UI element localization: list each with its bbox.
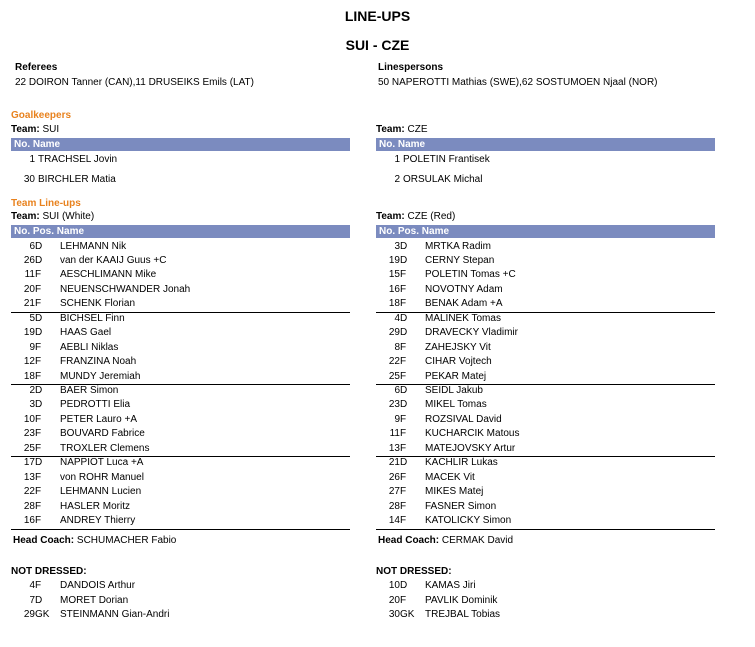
page-title: LINE-UPS <box>344 8 411 24</box>
linespersons-value: 50 NAPEROTTI Mathias (SWE),62 SOSTUMOEN Njaal (NOR) <box>378 77 658 88</box>
player-name: FASNER Simon <box>425 500 497 512</box>
not-dressed-row <box>376 579 715 594</box>
player-row <box>376 471 715 486</box>
team-name: CZE (Red) <box>407 211 456 222</box>
player-name: MIKEL Tomas <box>425 399 487 411</box>
player-name: DANDOIS Arthur <box>60 580 136 591</box>
player-number: 20 <box>388 594 400 606</box>
player-number: 23 <box>388 399 400 411</box>
player-number: 11 <box>24 269 35 281</box>
team-name: SUI (White) <box>42 211 95 222</box>
player-name: KATOLICKY Simon <box>425 515 512 527</box>
player-number: 15 <box>388 269 400 281</box>
line-separator <box>376 529 715 530</box>
player-row <box>11 283 350 298</box>
coach-label: Head Coach: <box>378 535 440 546</box>
player-position: F <box>400 356 407 368</box>
player-position: F <box>400 413 407 425</box>
player-name: PEKAR Matej <box>425 370 487 382</box>
player-position: F <box>35 370 42 382</box>
player-row <box>11 355 350 370</box>
player-number: 13 <box>388 442 400 454</box>
header-label: No. Pos. Name <box>379 226 450 237</box>
player-number: 19 <box>388 254 400 266</box>
team-name: CZE <box>407 124 428 135</box>
player-position: D <box>35 457 43 469</box>
player-number: 30 <box>23 173 35 185</box>
not-dressed-label-right: NOT DRESSED: <box>376 566 452 577</box>
player-name: KACHLIR Lukas <box>425 457 498 469</box>
player-name: MRTKA Radim <box>425 240 491 252</box>
player-position: F <box>35 486 42 498</box>
player-row <box>376 326 715 341</box>
player-position: F <box>35 356 42 368</box>
player-row <box>11 268 350 283</box>
player-number: 12 <box>23 356 35 368</box>
player-position: F <box>35 298 42 310</box>
player-position: F <box>35 413 42 425</box>
player-name: NEUENSCHWANDER Jonah <box>60 283 191 295</box>
player-name: MACEK Vit <box>425 471 475 483</box>
player-name: POLETIN Tomas +C <box>425 269 516 281</box>
player-number: 1 <box>394 154 400 165</box>
player-row <box>376 398 715 413</box>
player-position: D <box>400 254 408 266</box>
player-position: D <box>400 580 408 591</box>
player-name: LEHMANN Nik <box>60 240 127 252</box>
player-row <box>11 500 350 515</box>
player-name: KAMAS Jiri <box>425 580 476 591</box>
player-position: D <box>35 254 43 266</box>
coach-label: Head Coach: <box>13 535 75 546</box>
coach-name: SCHUMACHER Fabio <box>76 535 177 546</box>
goalkeepers-section-label: Goalkeepers <box>11 110 72 121</box>
player-position: GK <box>35 609 50 620</box>
player-position: D <box>35 594 43 606</box>
player-name: CIHAR Vojtech <box>425 356 492 368</box>
player-name: PEDROTTI Elia <box>60 399 131 411</box>
player-number: 9 <box>394 413 400 425</box>
coach-name: CERMAK David <box>441 535 514 546</box>
player-number: 7 <box>29 594 35 606</box>
player-position: D <box>400 399 408 411</box>
player-number: 10 <box>388 580 400 591</box>
lineups-section-label: Team Line-ups <box>11 198 81 209</box>
head-coach-left <box>13 535 176 546</box>
player-name: BOUVARD Fabrice <box>60 428 145 440</box>
header-label: No. Name <box>14 139 61 150</box>
player-name: MATEJOVSKY Artur <box>425 442 516 454</box>
player-number: 14 <box>388 515 400 527</box>
player-number: 26 <box>23 254 35 266</box>
player-number: 13 <box>23 471 35 483</box>
player-name: van der KAAIJ Guus +C <box>60 254 167 266</box>
player-position: D <box>35 385 43 396</box>
player-row <box>376 370 715 385</box>
player-number: 8 <box>394 341 400 353</box>
player-name: MIKES Matej <box>425 486 484 498</box>
player-name: CERNY Stepan <box>425 254 495 266</box>
player-number: 23 <box>23 428 35 440</box>
player-row <box>376 268 715 283</box>
player-row <box>376 413 715 428</box>
lineup-right-team <box>376 211 455 222</box>
player-name: HASLER Moritz <box>60 500 131 512</box>
player-number: 9 <box>29 341 35 353</box>
player-number: 6 <box>29 240 35 252</box>
player-row <box>376 254 715 269</box>
player-name: ZAHEJSKY Vit <box>425 341 491 353</box>
player-number: 18 <box>388 298 400 310</box>
player-row <box>11 254 350 269</box>
player-name: SEIDL Jakub <box>425 385 483 396</box>
not-dressed-row <box>376 594 715 609</box>
player-row <box>376 427 715 442</box>
player-position: F <box>400 298 407 310</box>
player-row <box>11 370 350 385</box>
player-name: MORET Dorian <box>60 594 129 606</box>
player-name: STEINMANN Gian-Andri <box>60 609 170 620</box>
player-row <box>11 485 350 500</box>
player-position: F <box>35 269 42 281</box>
player-position: F <box>400 370 407 382</box>
gk-right-header <box>376 138 715 151</box>
player-row <box>11 341 350 356</box>
player-name: BICHSEL Finn <box>60 312 125 324</box>
player-number: 3 <box>29 399 35 411</box>
gk-left-header <box>11 138 350 151</box>
team-label: Team: <box>11 211 40 222</box>
player-name: PETER Lauro +A <box>60 413 137 425</box>
match-title: SUI - CZE <box>345 37 410 53</box>
player-number: 5 <box>29 312 35 324</box>
player-position: D <box>35 240 43 252</box>
player-number: 18 <box>23 370 35 382</box>
player-number: 16 <box>23 515 35 527</box>
player-number: 11 <box>389 428 400 440</box>
player-number: 25 <box>388 370 400 382</box>
lineup-left-header <box>11 225 350 238</box>
player-row <box>376 485 715 500</box>
player-name: ORSULAK Michal <box>403 173 483 185</box>
linespersons-label: Linespersons <box>378 62 444 73</box>
player-number: 6 <box>394 385 400 396</box>
player-position: F <box>35 515 42 527</box>
player-name: PAVLIK Dominik <box>425 594 498 606</box>
gk-left-team <box>11 124 59 135</box>
player-position: D <box>400 385 408 396</box>
player-number: 21 <box>23 298 35 310</box>
player-row <box>11 326 350 341</box>
player-name: LEHMANN Lucien <box>60 486 142 498</box>
player-row <box>376 341 715 356</box>
player-name: AEBLI Niklas <box>60 341 119 353</box>
player-name: HAAS Gael <box>60 327 112 339</box>
player-row <box>11 471 350 486</box>
team-label: Team: <box>376 211 405 222</box>
player-row <box>11 456 350 471</box>
player-row <box>11 427 350 442</box>
player-row <box>11 442 350 457</box>
player-position: D <box>35 327 43 339</box>
player-number: 19 <box>23 327 35 339</box>
player-row <box>11 514 350 529</box>
header-label: No. Name <box>379 139 426 150</box>
player-name: BAER Simon <box>60 385 119 396</box>
player-name: TRACHSEL Jovin <box>38 154 118 165</box>
player-position: F <box>35 580 42 591</box>
lineup-right-header <box>376 225 715 238</box>
player-row <box>376 500 715 515</box>
player-position: F <box>35 341 42 353</box>
player-number: 28 <box>388 500 400 512</box>
player-position: F <box>400 428 407 440</box>
player-name: von ROHR Manuel <box>60 471 144 483</box>
player-row <box>11 312 350 327</box>
player-row <box>376 355 715 370</box>
player-row <box>11 398 350 413</box>
player-number: 4 <box>29 580 35 591</box>
player-row <box>376 312 715 327</box>
player-name: BIRCHLER Matia <box>38 173 116 185</box>
referees-value: 22 DOIRON Tanner (CAN),11 DRUSEIKS Emils (LAT) <box>15 77 254 88</box>
goalkeeper-row <box>376 172 715 188</box>
player-position: GK <box>400 609 415 620</box>
not-dressed-label-left: NOT DRESSED: <box>11 566 87 577</box>
player-number: 28 <box>23 500 35 512</box>
player-position: F <box>400 471 407 483</box>
goalkeeper-row <box>11 172 350 188</box>
player-number: 22 <box>23 486 35 498</box>
head-coach-right <box>378 535 513 546</box>
player-name: FRANZINA Noah <box>60 356 137 368</box>
player-position: F <box>400 500 407 512</box>
player-name: ANDREY Thierry <box>60 515 136 527</box>
player-name: MALINEK Tomas <box>425 312 501 324</box>
player-row <box>376 514 715 529</box>
player-position: F <box>400 341 407 353</box>
player-position: F <box>35 471 42 483</box>
team-label: Team: <box>376 124 405 135</box>
not-dressed-row <box>376 608 715 623</box>
player-row <box>11 384 350 399</box>
player-number: 22 <box>388 356 400 368</box>
player-position: F <box>400 594 407 606</box>
player-name: NAPPIOT Luca +A <box>60 457 144 469</box>
not-dressed-row <box>11 608 350 623</box>
lineup-left-team <box>11 211 94 222</box>
player-row <box>11 240 350 255</box>
not-dressed-row <box>11 594 350 609</box>
player-name: BENAK Adam +A <box>425 298 503 310</box>
player-number: 17 <box>23 457 35 469</box>
player-position: D <box>35 312 43 324</box>
team-label: Team: <box>11 124 40 135</box>
player-number: 21 <box>388 457 400 469</box>
player-number: 26 <box>388 471 400 483</box>
player-number: 3 <box>394 240 400 252</box>
goalkeeper-row <box>11 152 350 168</box>
gk-right-team <box>376 124 428 135</box>
player-position: D <box>35 399 43 411</box>
player-row <box>376 297 715 312</box>
player-row <box>376 240 715 255</box>
player-row <box>376 283 715 298</box>
player-number: 10 <box>23 413 35 425</box>
player-row <box>11 413 350 428</box>
player-name: ROZSIVAL David <box>425 413 502 425</box>
player-name: KUCHARCIK Matous <box>425 428 520 440</box>
not-dressed-row <box>11 579 350 594</box>
referees-label: Referees <box>15 62 58 73</box>
player-position: F <box>35 500 42 512</box>
player-row <box>376 442 715 457</box>
player-position: F <box>400 269 407 281</box>
player-row <box>376 456 715 471</box>
player-position: F <box>35 442 42 454</box>
player-number: 20 <box>23 283 35 295</box>
player-number: 25 <box>23 442 35 454</box>
player-position: D <box>400 327 408 339</box>
player-number: 4 <box>394 312 400 324</box>
player-position: D <box>400 312 408 324</box>
player-position: D <box>400 457 408 469</box>
player-name: TROXLER Clemens <box>60 442 150 454</box>
player-name: SCHENK Florian <box>60 298 136 310</box>
player-number: 16 <box>388 283 400 295</box>
player-number: 29 <box>23 609 35 620</box>
player-position: F <box>400 442 407 454</box>
player-name: NOVOTNY Adam <box>425 283 503 295</box>
player-name: DRAVECKY Vladimir <box>425 327 518 339</box>
player-number: 29 <box>388 327 400 339</box>
player-position: F <box>35 283 42 295</box>
player-position: F <box>400 486 407 498</box>
player-position: D <box>400 240 408 252</box>
player-name: POLETIN Frantisek <box>403 154 490 165</box>
player-row <box>376 384 715 399</box>
goalkeeper-row <box>376 152 715 168</box>
player-number: 2 <box>29 385 35 396</box>
player-number: 1 <box>29 154 35 165</box>
player-name: TREJBAL Tobias <box>425 609 501 620</box>
player-position: F <box>35 428 42 440</box>
player-position: F <box>400 515 407 527</box>
player-number: 30 <box>388 609 400 620</box>
line-separator <box>11 529 350 530</box>
player-position: F <box>400 283 407 295</box>
player-row <box>11 297 350 312</box>
header-label: No. Pos. Name <box>14 226 85 237</box>
player-name: AESCHLIMANN Mike <box>60 269 157 281</box>
player-name: MUNDY Jeremiah <box>60 370 141 382</box>
team-name: SUI <box>42 124 60 135</box>
player-number: 27 <box>388 486 400 498</box>
player-number: 2 <box>394 173 400 185</box>
